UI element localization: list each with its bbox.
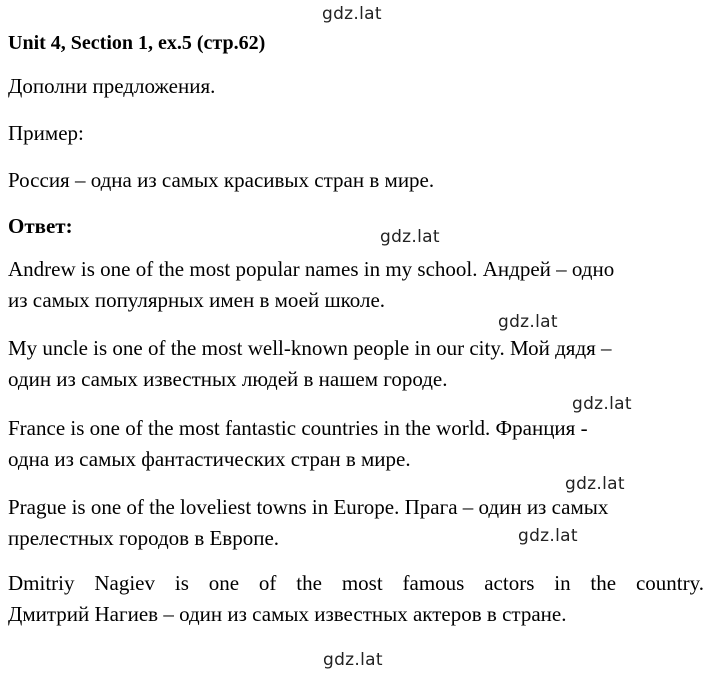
watermark-text: gdz.lat bbox=[565, 474, 625, 494]
answer-label: Ответ: bbox=[8, 214, 73, 238]
answer-paragraph bbox=[8, 333, 704, 395]
answer-line: из самых популярных имен в моей школе. bbox=[8, 288, 386, 312]
instruction-text: Дополни предложения. bbox=[8, 74, 216, 98]
answer-paragraph bbox=[8, 254, 704, 316]
answer-line: один из самых известных людей в нашем городе. bbox=[8, 367, 448, 391]
watermark-text: gdz.lat bbox=[498, 312, 558, 332]
answer-paragraph bbox=[8, 413, 704, 475]
answer-line: Prague is one of the loveliest towns in Europe. Прага – один из самых bbox=[8, 495, 609, 519]
answer-line: Dmitriy Nagiev is one of the most famous actors in the country. bbox=[8, 571, 704, 595]
answer-line: France is one of the most fantastic countries in the world. Франция - bbox=[8, 416, 588, 440]
answer-line: одна из самых фантастических стран в мире. bbox=[8, 447, 411, 471]
answer-line: прелестных городов в Европе. bbox=[8, 526, 280, 550]
watermark-text: gdz.lat bbox=[572, 394, 632, 414]
answer-line: Andrew is one of the most popular names in my school. Андрей – одно bbox=[8, 257, 615, 281]
example-sentence: Россия – одна из самых красивых стран в мире. bbox=[8, 168, 435, 192]
answer-line: My uncle is one of the most well-known people in our city. Мой дядя – bbox=[8, 336, 612, 360]
page-title: Unit 4, Section 1, ex.5 (стр.62) bbox=[8, 32, 266, 54]
watermark-text: gdz.lat bbox=[380, 227, 440, 247]
watermark-text: gdz.lat bbox=[323, 650, 383, 670]
watermark-text: gdz.lat bbox=[518, 526, 578, 546]
answer-paragraph bbox=[8, 568, 704, 630]
answer-line: Дмитрий Нагиев – один из самых известных актеров в стране. bbox=[8, 602, 567, 626]
watermark-text: gdz.lat bbox=[322, 4, 382, 24]
answer-paragraph bbox=[8, 492, 704, 554]
example-label: Пример: bbox=[8, 121, 84, 145]
